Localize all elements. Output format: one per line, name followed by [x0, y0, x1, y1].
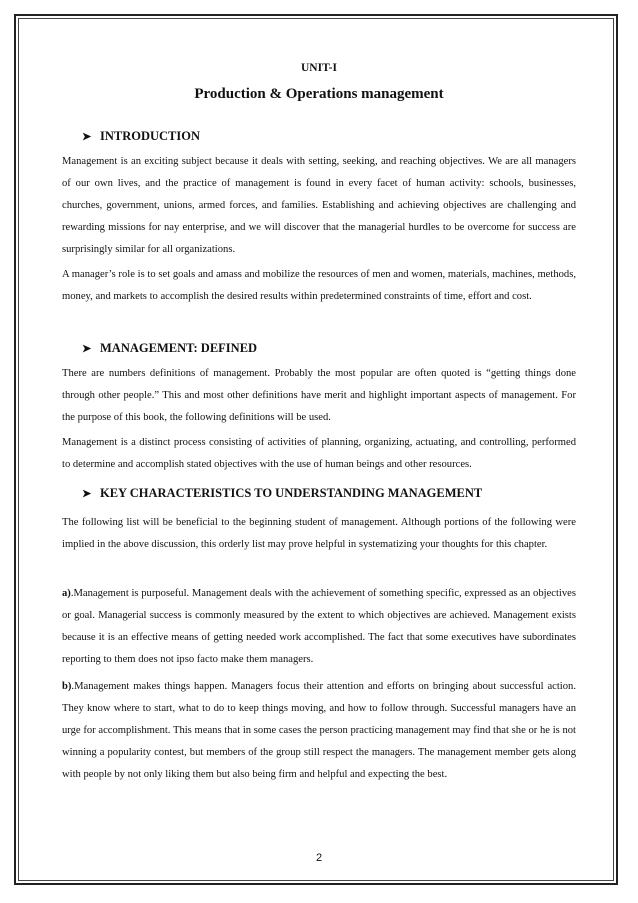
- heading-key-characteristics: [82, 486, 482, 501]
- characteristic-b-text: .Management makes things happen. Managers focus their attention and efforts on bringing about successful action. They know where to start, what to do to keep things moving, and how to follow through. Successful managers have an urge for accomplishment. This means that in some cases the person practicing management may find that she or he is not winning a popularity contest, but members of the group still respect the managers. The management member gets along with people by not only liking them but also being firm and helpful and expecting the best.: [62, 681, 576, 780]
- characteristic-b-label: b): [62, 681, 72, 692]
- defined-paragraph-1: There are numbers definitions of management. Probably the most popular are often quoted is “getting things done through other people.” This and most other definitions have merit and highlight important aspects of management. For the purpose of this book, the following definitions will be used.: [62, 368, 576, 423]
- arrow-bullet-icon: ➤: [82, 343, 92, 355]
- characteristic-a-label: a): [62, 588, 71, 599]
- arrow-bullet-icon: ➤: [82, 131, 92, 143]
- characteristic-b: [62, 676, 576, 786]
- intro-paragraph-2: A manager’s role is to set goals and amass and mobilize the resources of men and women, materials, machines, methods, money, and markets to accomplish the desired results within predetermined constraints of time, effort and cost.: [62, 269, 576, 302]
- characteristic-a: [62, 583, 576, 671]
- arrow-bullet-icon: ➤: [82, 488, 92, 500]
- heading-introduction-text: INTRODUCTION: [100, 129, 201, 143]
- heading-management-defined: [82, 341, 257, 356]
- defined-paragraph-2: Management is a distinct process consisting of activities of planning, organizing, actuating, and controlling, performed to determine and accomplish stated objectives with the use of human beings and other resources.: [62, 437, 576, 470]
- heading-management-defined-text: MANAGEMENT: DEFINED: [100, 341, 258, 355]
- characteristic-a-text: .Management is purposeful. Management deals with the achievement of something specific, expressed as an objectives or goal. Managerial success is commonly measured by the extent to which objectives are achieved. Management exists because it is an effective means of getting needed work accomplished. The fact that some executives have subordinates reporting to them does not ipso facto make them managers.: [62, 588, 576, 665]
- intro-paragraph-1: Management is an exciting subject because it deals with setting, seeking, and reaching objectives. We are all managers of our own lives, and the practice of management is found in every facet of human activity: schools, businesses, churches, government, unions, armed forces, and families. Establishing and achieving objectives are challenging and rewarding missions for nay enterprise, and we will discover that the managerial hurdles to be overcome for success are surprisingly similar for all organizations.: [62, 156, 576, 255]
- characteristics-intro: The following list will be beneficial to the beginning student of management. Although portions of the following were implied in the above discussion, this orderly list may prove helpful in systematizing your thoughts for this chapter.: [62, 517, 576, 550]
- heading-key-characteristics-text: KEY CHARACTERISTICS TO UNDERSTANDING MANAGEMENT: [100, 486, 483, 500]
- page-title: Production & Operations management: [194, 86, 444, 102]
- heading-introduction: [82, 129, 200, 144]
- page-number: 2: [315, 852, 323, 864]
- unit-label: UNIT-I: [300, 62, 337, 74]
